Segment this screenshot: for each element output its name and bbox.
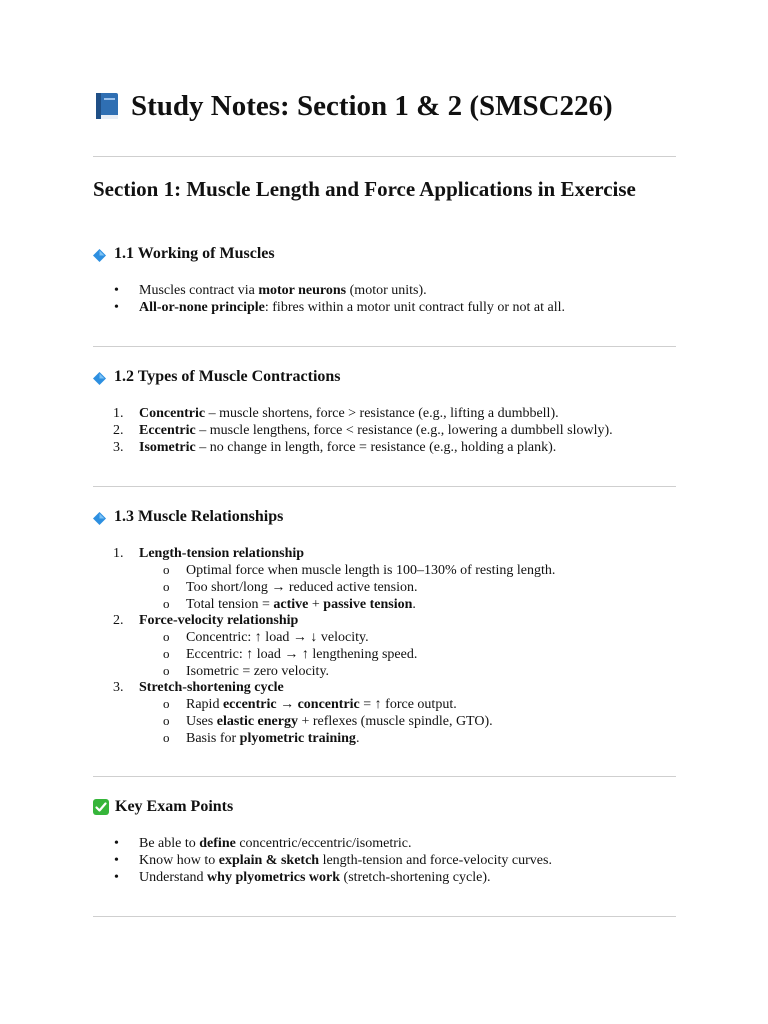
list-item: • Be able to define concentric/eccentric/isometric. bbox=[93, 835, 552, 852]
subsection-1-1-heading bbox=[93, 244, 275, 264]
divider bbox=[93, 486, 676, 487]
sub-list-item: o Optimal force when muscle length is 100–130% of resting length. bbox=[93, 562, 555, 579]
list-item: 3. Stretch-shortening cycle bbox=[113, 680, 284, 695]
sub-list-item: o Total tension = active + passive tension. bbox=[93, 596, 555, 613]
sub-list-item: o Rapid eccentric → concentric = ↑ force output. bbox=[93, 696, 493, 713]
green-check-icon bbox=[93, 799, 109, 815]
blue-diamond-icon bbox=[93, 511, 106, 524]
list-item: • Know how to explain & sketch length-tension and force-velocity curves. bbox=[93, 852, 552, 869]
list-1-1 bbox=[93, 282, 565, 316]
divider bbox=[93, 916, 676, 917]
list-1-3-item-3 bbox=[93, 679, 284, 696]
sublist-force-velocity bbox=[93, 629, 417, 680]
list-exam-points bbox=[93, 835, 552, 886]
list-item: • Muscles contract via motor neurons (motor units). bbox=[93, 282, 565, 299]
sub-list-item: o Basis for plyometric training. bbox=[93, 730, 493, 747]
section-1-heading: Section 1: Muscle Length and Force Applications in Exercise bbox=[93, 177, 636, 201]
subsection-1-3-title: 1.3 Muscle Relationships bbox=[114, 508, 284, 525]
sublist-length-tension bbox=[93, 562, 555, 613]
list-item: 2. Force-velocity relationship bbox=[113, 613, 299, 628]
key-exam-points-heading bbox=[93, 797, 233, 817]
title-row bbox=[93, 86, 613, 126]
divider bbox=[93, 776, 676, 777]
subsection-1-3-heading bbox=[93, 507, 283, 527]
list-1-3 bbox=[93, 545, 304, 562]
sub-list-item: o Too short/long → reduced active tension. bbox=[93, 579, 555, 596]
blue-diamond-icon bbox=[93, 371, 106, 384]
blue-book-icon bbox=[93, 91, 121, 121]
page-title: Study Notes: Section 1 & 2 (SMSC226) bbox=[131, 90, 613, 122]
sub-list-item: o Eccentric: ↑ load → ↑ lengthening speed. bbox=[93, 646, 417, 663]
list-item: 2. Eccentric – muscle lengthens, force < resistance (e.g., lowering a dumbbell slowly). bbox=[113, 423, 613, 438]
list-item: 1. Length-tension relationship bbox=[113, 546, 305, 561]
sub-list-item: o Concentric: ↑ load → ↓ velocity. bbox=[93, 629, 417, 646]
key-exam-points-title: Key Exam Points bbox=[115, 798, 234, 815]
subsection-1-2-title: 1.2 Types of Muscle Contractions bbox=[114, 368, 341, 385]
blue-diamond-icon bbox=[93, 248, 106, 261]
list-item: 3. Isometric – no change in length, force = resistance (e.g., holding a plank). bbox=[113, 440, 557, 455]
subsection-1-2-heading bbox=[93, 367, 341, 387]
sub-list-item: o Uses elastic energy + reflexes (muscle spindle, GTO). bbox=[93, 713, 493, 730]
sub-list-item: o Isometric = zero velocity. bbox=[93, 663, 417, 680]
list-item: • All-or-none principle: fibres within a motor unit contract fully or not at all. bbox=[93, 299, 565, 316]
subsection-1-1-title: 1.1 Working of Muscles bbox=[114, 245, 275, 262]
sublist-stretch-shortening bbox=[93, 696, 493, 747]
list-item: 1. Concentric – muscle shortens, force > resistance (e.g., lifting a dumbbell). bbox=[113, 406, 559, 421]
list-1-2 bbox=[93, 405, 613, 456]
list-1-3-item-2 bbox=[93, 612, 298, 629]
list-item: • Understand why plyometrics work (stretch-shortening cycle). bbox=[93, 869, 552, 886]
divider bbox=[93, 346, 676, 347]
divider bbox=[93, 156, 676, 157]
